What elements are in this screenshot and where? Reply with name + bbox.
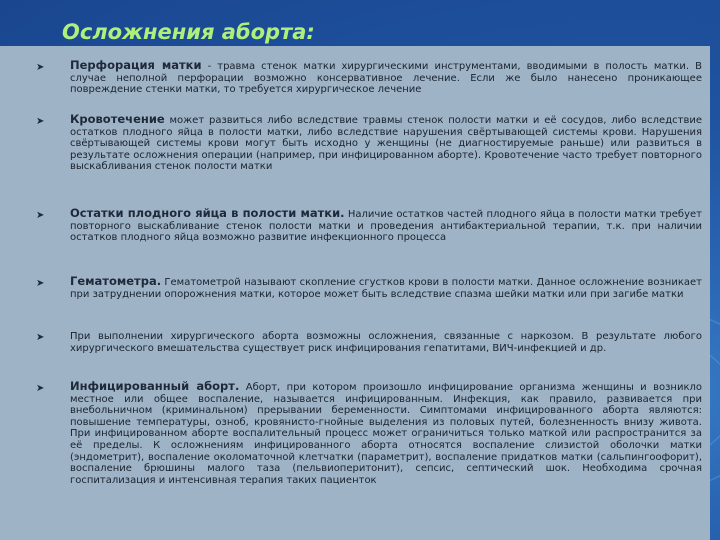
item-body: - травма стенок матки хирургическими инструментами, вводимыми в полость матки. В случае неполной перфорации возможно консервативное лечение. Если же было нанесено проникающее повреждение стенки матки, то требуется хирургическое лечение <box>70 61 703 96</box>
arrowhead-bullet-icon: ➤ <box>36 383 45 394</box>
item-text <box>70 276 702 300</box>
item-body: При выполнении хирургического аборта возможны осложнения, связанные с наркозом. В результате любого хирургического вмешательства существует риск инфицирования гепатитами, ВИЧ-инфекцией и др. <box>70 331 702 354</box>
item-body: Наличие остатков частей плодного яйца в полости матки требует повторного выскабливание стенок полости матки и проведения антибактериальной терапии, т.к. при наличии остатков плодного яйца возможно развитие инфекционного процесса <box>70 209 702 244</box>
item-heading: Остатки плодного яйца в полости матки. <box>70 206 345 220</box>
slide-title: Осложнения аборта: <box>62 20 315 44</box>
item-heading: Гематометра. <box>70 274 162 288</box>
item-body: Аборт, при котором произошло инфицирование организма женщины и возникло местное или общее воспаление, называется инфицированным. Инфекция, как правило, развивается при внебольничном (криминальном) прерывании беременности. Симптомами инфицированного аборта являются: повышение температуры, озноб, кровянисто-гнойные выделения из половых путей, болезненность внизу живота. При инфицированном аборте воспалительный процесс может ограничиться только маткой или распространится за её пределы. К осложнениям инфицированного аборта относятся воспаление слизистой оболочки матки (эндометрит), воспаление околоматочной клетчатки (параметрит), воспаление придатков матки (сальпингоофорит), воспаление брюшины малого таза (пельвиоперитонит), сепсис, септический шок. Необходима срочная госпитализация и интенсивная терапия таких пациенток <box>70 382 702 486</box>
item-text <box>70 60 702 96</box>
item-heading: Инфицированный аборт. <box>70 379 240 393</box>
arrowhead-bullet-icon: ➤ <box>36 332 45 343</box>
content-panel <box>0 46 710 540</box>
arrowhead-bullet-icon: ➤ <box>36 210 45 221</box>
item-text <box>70 114 702 173</box>
arrowhead-bullet-icon: ➤ <box>36 116 45 127</box>
item-body: может развиться либо вследствие травмы стенок полости матки и её сосудов, либо вследствие остатков плодного яйца в полости матки, либо вследствие нарушения свёртывающей системы крови. Нарушения свёртывающей системы крови могут быть исходно у женщины (не диагностируемые раньше) или развиться в результате осложнения операции (например, при инфицированном аборте). Кровотечение часто требует повторного выскабливания стенок полости матки <box>70 115 702 173</box>
item-text <box>70 208 702 244</box>
item-body: Гематометрой называют скопление сгустков крови в полости матки. Данное осложнение возникает при затруднении опорожнения матки, которое может быть вследствие спазма шейки матки или при загибе матки <box>70 277 702 300</box>
item-text <box>70 330 702 354</box>
arrowhead-bullet-icon: ➤ <box>36 62 45 73</box>
item-heading: Кровотечение <box>70 112 165 126</box>
item-text <box>70 381 702 486</box>
item-heading: Перфорация матки <box>70 58 202 72</box>
arrowhead-bullet-icon: ➤ <box>36 278 45 289</box>
